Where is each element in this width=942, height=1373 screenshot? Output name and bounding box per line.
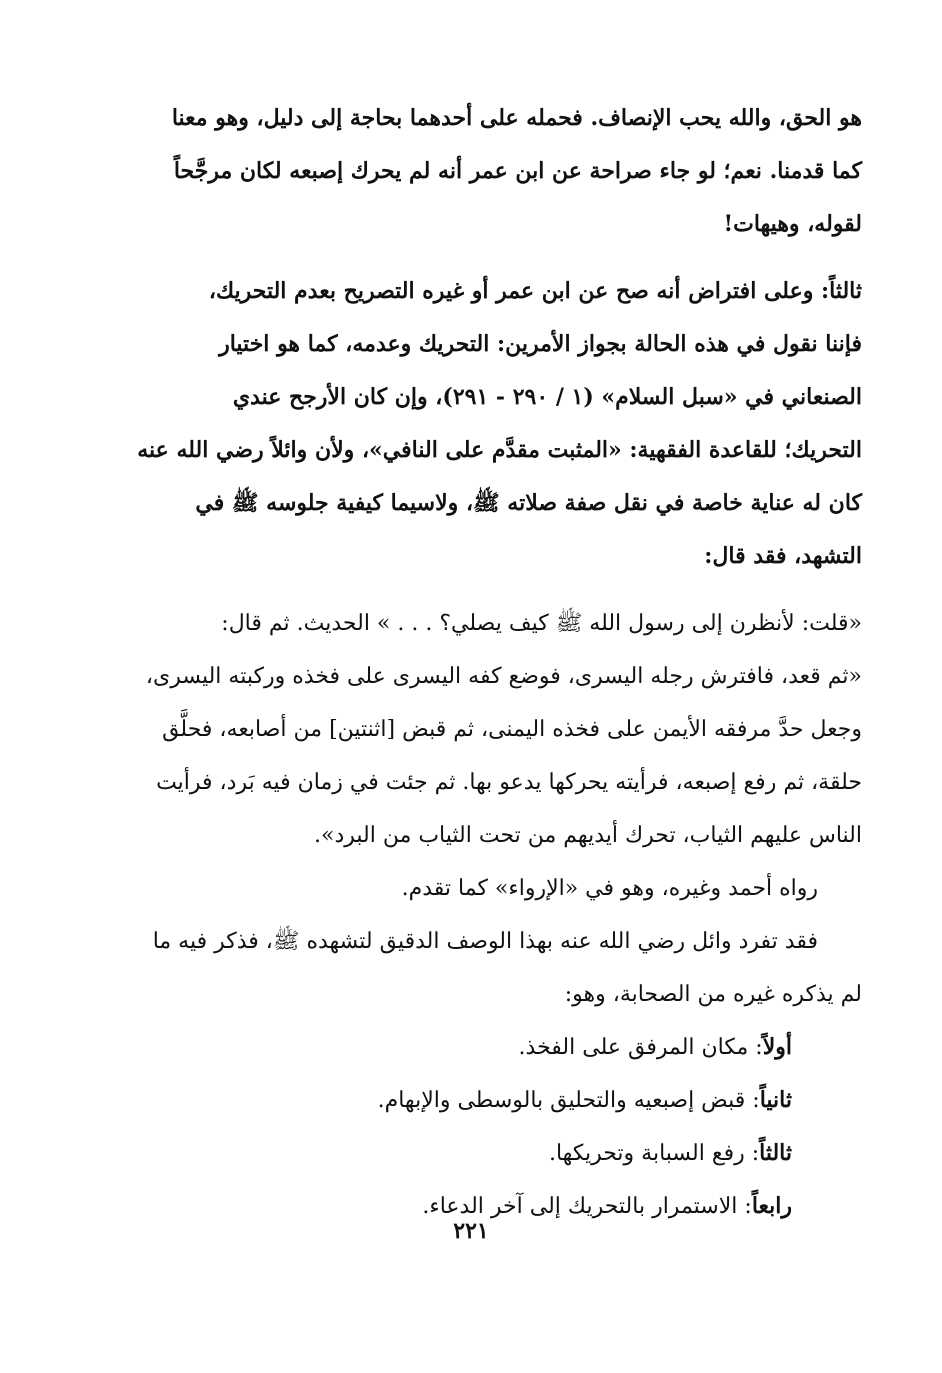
list-item-2-text: : قبض إصبعيه والتحليق بالوسطى والإبهام. xyxy=(377,1088,760,1113)
list-item-1 xyxy=(80,1021,792,1074)
paragraph-4 xyxy=(80,862,862,915)
paragraph-5 xyxy=(80,915,862,1021)
paragraph-5-line-1: فقد تفرد وائل رضي الله عنه بهذا الوصف الدقيق لتشهده ﷺ، فذكر فيه ما xyxy=(152,929,818,954)
paragraph-1-line-2: كما قدمنا. نعم؛ لو جاء صراحة عن ابن عمر أنه لم يحرك إصبعه لكان مرجَّحاً xyxy=(173,158,862,184)
paragraph-1 xyxy=(80,92,862,251)
third-point-label: ثالثاً xyxy=(829,278,862,304)
page-number: ٢٢١ xyxy=(453,1218,489,1244)
paragraph-3-hadith-quote xyxy=(80,597,862,862)
list-item-3-text: : رفع السبابة وتحريكها. xyxy=(548,1141,760,1166)
paragraph-2-line-5: كان له عناية خاصة في نقل صفة صلاته ﷺ، ولاسيما كيفية جلوسه ﷺ في xyxy=(195,490,862,516)
paragraph-2-line-6: التشهد، فقد قال: xyxy=(704,543,862,569)
paragraph-2-line-1-text: : وعلى افتراض أنه صح عن ابن عمر أو غيره التصريح بعدم التحريك، xyxy=(208,278,830,304)
paragraph-2-line-1 xyxy=(80,265,862,318)
paragraph-2-line-2: فإننا نقول في هذه الحالة بجواز الأمرين: التحريك وعدمه، كما هو اختيار xyxy=(219,331,862,357)
enumerated-list xyxy=(80,1021,862,1233)
list-item-3 xyxy=(80,1127,792,1180)
list-item-1-text: : مكان المرفق على الفخذ. xyxy=(518,1035,763,1060)
list-item-2 xyxy=(80,1074,792,1127)
body-text xyxy=(80,92,862,1233)
paragraph-3-line-1: «قلت: لأنظرن إلى رسول الله ﷺ كيف يصلي؟ . . . » الحديث. ثم قال: xyxy=(221,611,862,636)
list-item-2-label: ثانياً xyxy=(759,1087,792,1113)
paragraph-1-line-3: لقوله، وهيهات! xyxy=(723,211,862,237)
paragraph-2-line-4: التحريك؛ للقاعدة الفقهية: «المثبت مقدَّم على النافي»، ولأن وائلاً رضي الله عنه xyxy=(137,437,862,463)
paragraph-3-line-4: حلقة، ثم رفع إصبعه، فرأيته يحركها يدعو بها. ثم جئت في زمان فيه بَرد، فرأيت xyxy=(156,770,862,795)
list-item-1-label: أولاً xyxy=(762,1034,792,1060)
paragraph-2 xyxy=(80,265,862,583)
paragraph-4-line-1: رواه أحمد وغيره، وهو في «الإرواء» كما تقدم. xyxy=(401,876,818,901)
paragraph-2-line-3: الصنعاني في «سبل السلام» (١ / ٢٩٠ - ٢٩١)، وإن كان الأرجح عندي xyxy=(232,384,862,410)
list-item-3-label: ثالثاً xyxy=(759,1140,792,1166)
paragraph-3-line-2: «ثم قعد، فافترش رجله اليسرى، فوضع كفه اليسرى على فخذه وركبته اليسرى، xyxy=(145,664,862,689)
paragraph-3-line-3: وجعل حدَّ مرفقه الأيمن على فخذه اليمنى، ثم قبض [اثنتين] من أصابعه، فحلَّق xyxy=(162,717,862,742)
paragraph-1-line-1: هو الحق، والله يحب الإنصاف. فحمله على أحدهما بحاجة إلى دليل، وهو معنا xyxy=(171,105,862,131)
list-item-4-label: رابعاً xyxy=(751,1193,792,1219)
paragraph-3-line-5: الناس عليهم الثياب، تحرك أيديهم من تحت الثياب من البرد». xyxy=(313,823,862,848)
paragraph-5-line-2: لم يذكره غيره من الصحابة، وهو: xyxy=(564,982,862,1007)
list-item-4-text: : الاستمرار بالتحريك إلى آخر الدعاء. xyxy=(422,1194,752,1219)
